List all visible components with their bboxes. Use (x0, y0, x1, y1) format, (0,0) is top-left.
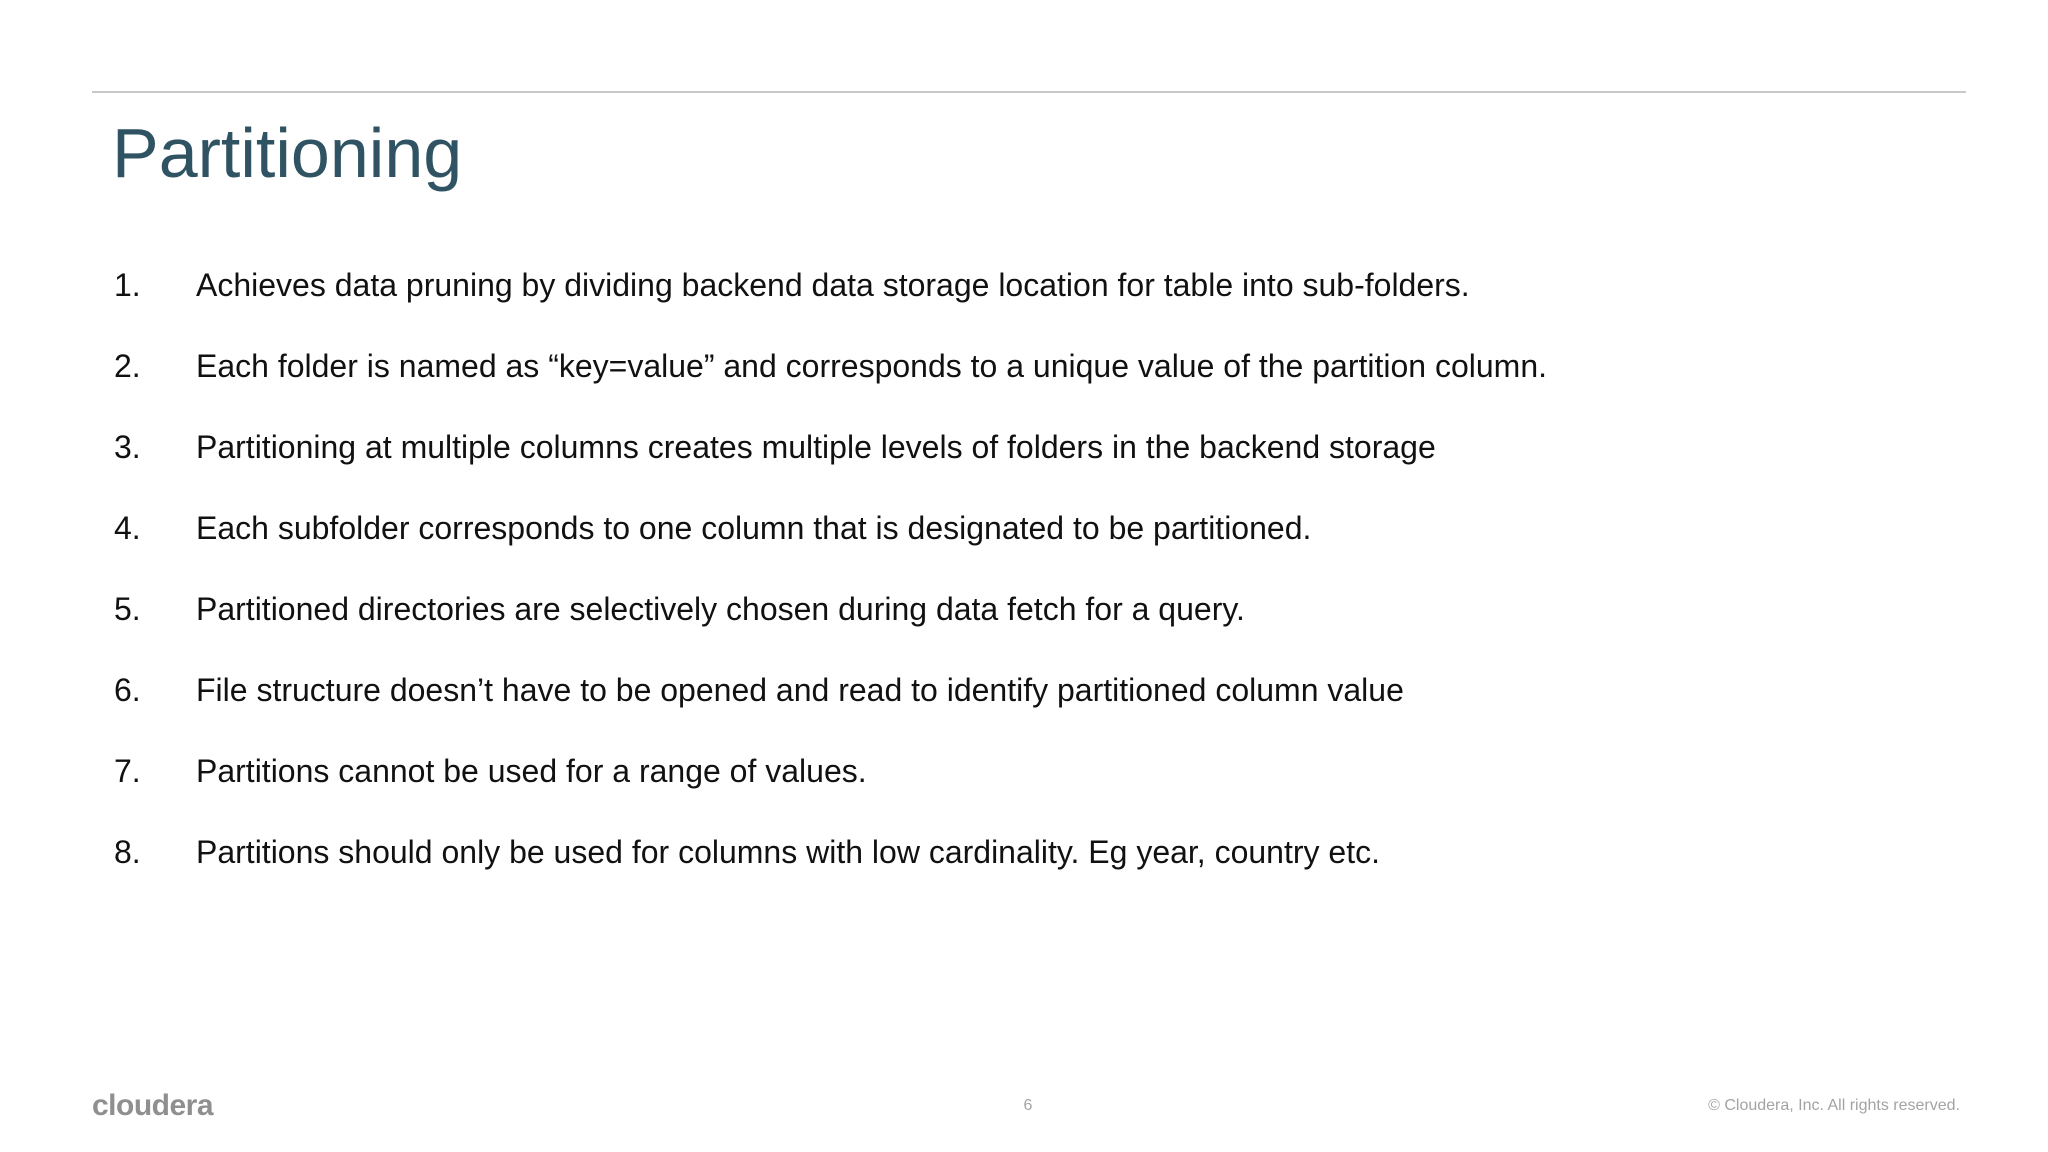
top-divider (92, 91, 1966, 93)
list-item (114, 665, 1914, 715)
list-item (114, 827, 1914, 877)
list-item-number: 8. (114, 834, 141, 870)
list-item-text: Each folder is named as “key=value” and corresponds to a unique value of the partition column. (196, 348, 1548, 384)
list-item (114, 260, 1914, 310)
list-item-number: 2. (114, 348, 141, 384)
list-item-number: 7. (114, 753, 141, 789)
list-item (114, 746, 1914, 796)
list-item (114, 584, 1914, 634)
list-item-text: Achieves data pruning by dividing backend data storage location for table into sub-folders. (196, 267, 1470, 303)
list-item-number: 4. (114, 510, 141, 546)
list-item-text: Partitions should only be used for columns with low cardinality. Eg year, country etc. (196, 834, 1380, 870)
list-item-text: Partitioned directories are selectively chosen during data fetch for a query. (196, 591, 1245, 627)
list-item-number: 3. (114, 429, 141, 465)
list-item-text: File structure doesn’t have to be opened and read to identify partitioned column value (196, 672, 1404, 708)
list-item (114, 503, 1914, 553)
list-item-number: 6. (114, 672, 141, 708)
cloudera-logo: cloudera (92, 1089, 214, 1122)
copyright-notice: © Cloudera, Inc. All rights reserved. (1708, 1097, 1960, 1114)
list-item-number: 1. (114, 267, 141, 303)
slide-title: Partitioning (112, 114, 463, 192)
page-number: 6 (1023, 1097, 1033, 1114)
list-item (114, 341, 1914, 391)
list-item-text: Partitioning at multiple columns creates multiple levels of folders in the backend storage (196, 429, 1436, 465)
list-item (114, 422, 1914, 472)
list-item-number: 5. (114, 591, 141, 627)
list-item-text: Partitions cannot be used for a range of values. (196, 753, 867, 789)
list-item-text: Each subfolder corresponds to one column that is designated to be partitioned. (196, 510, 1312, 546)
